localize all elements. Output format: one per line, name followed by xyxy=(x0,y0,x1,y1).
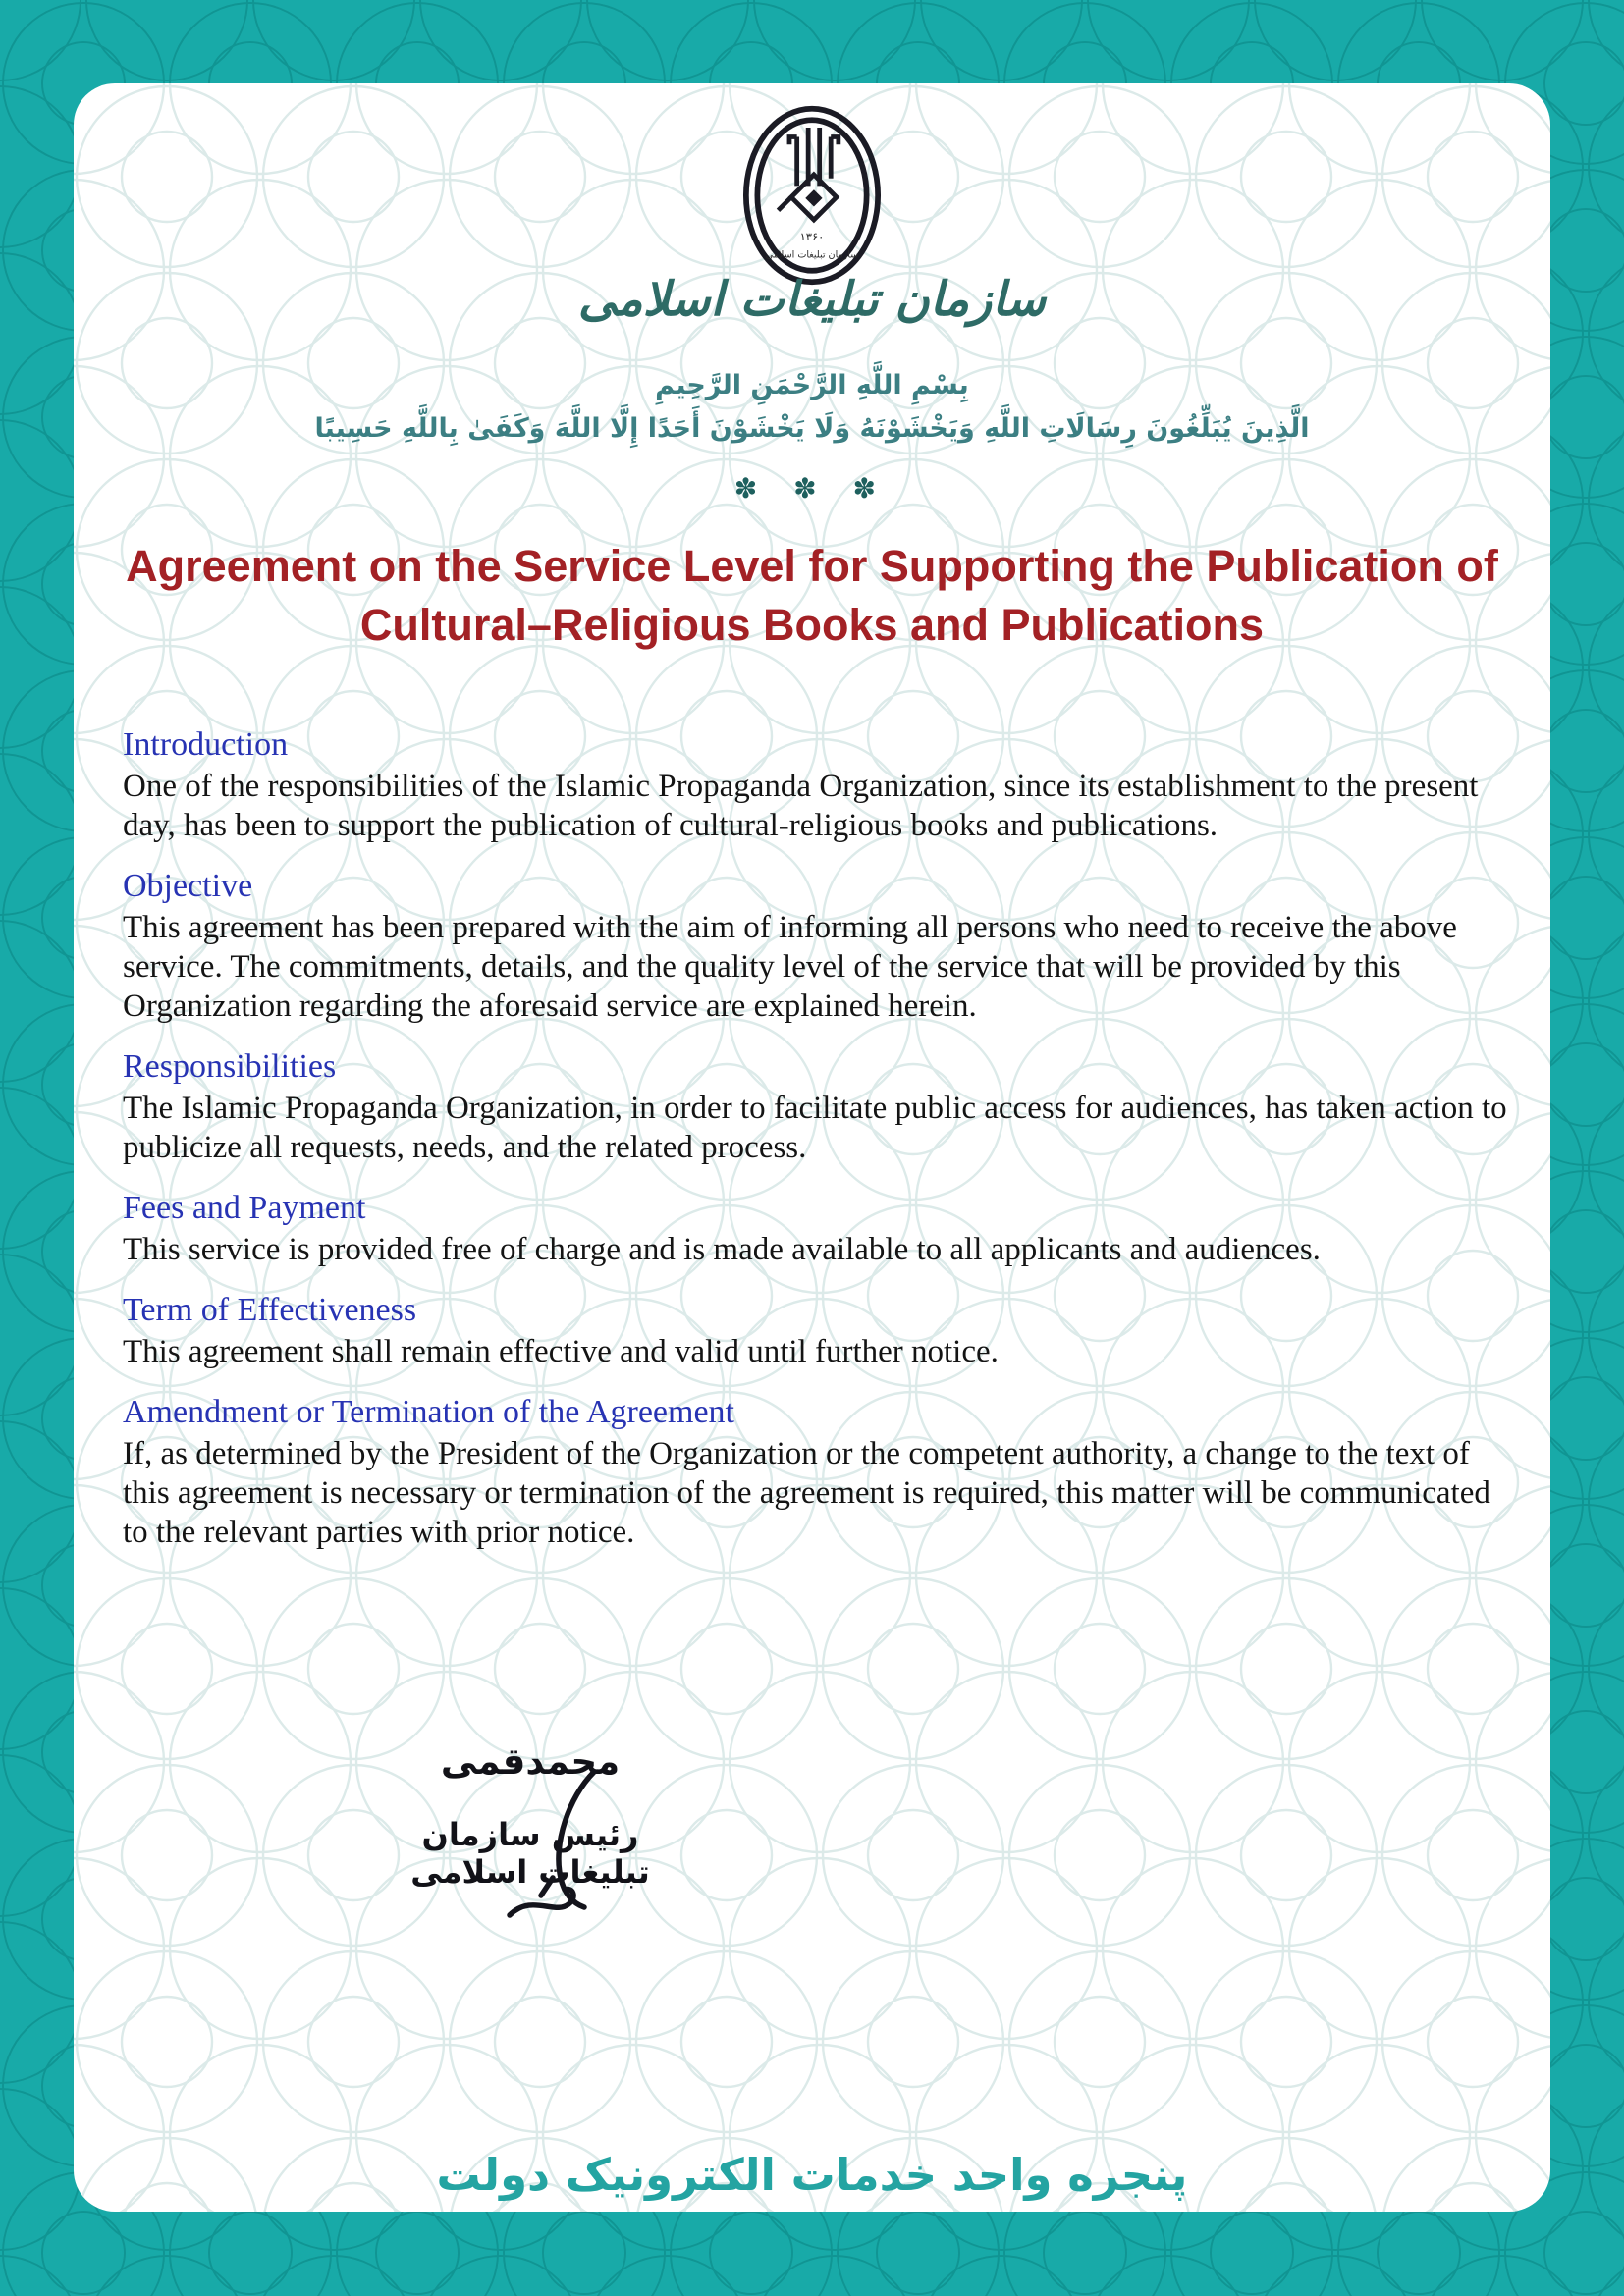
signatory-title: رئیس سازمان تبلیغات اسلامی xyxy=(410,1816,650,1891)
section-body: If, as determined by the President of the Organization or the competent authority, a change to the text of this agreement is necessary or termination of the agreement is required, this matter will be communicated to the relevant parties with prior notice. xyxy=(123,1436,1490,1550)
sections xyxy=(123,725,1509,1574)
agreement-section xyxy=(123,1189,1509,1269)
section-body: This agreement shall remain effective and valid until further notice. xyxy=(123,1334,999,1369)
section-body: The Islamic Propaganda Organization, in order to facilitate public access for audiences, has taken action to publicize all requests, needs, and the related process. xyxy=(123,1091,1507,1165)
agreement-section xyxy=(123,725,1509,845)
emblem-year: ۱۳۶۰ xyxy=(799,230,825,244)
page-title: Agreement on the Service Level for Supporting the Publication of Cultural–Religious Books and Publications xyxy=(126,541,1498,650)
handwritten-signature-icon xyxy=(504,1768,622,1925)
emblem-diamond-dot xyxy=(805,189,822,206)
section-body: This service is provided free of charge and is made available to all applicants and audiences. xyxy=(123,1232,1321,1267)
agreement-section xyxy=(123,1393,1509,1552)
organization-calligraphy: سازمان تبلیغات اسلامی xyxy=(577,272,1047,327)
footer-service-window-text: پنجره واحد خدمات الکترونیک دولت xyxy=(436,2149,1188,2201)
organization-emblem-icon xyxy=(737,103,887,288)
quran-verse-text: الَّذِينَ يُبَلِّغُونَ رِسَالَاتِ اللَّهِ وَيَخْشَوْنَهُ وَلَا يَخْشَوْنَ أَحَدًا إِلَّا اللَّهَ وَكَفَىٰ بِاللَّهِ حَسِيبًا xyxy=(314,413,1310,444)
agreement-section xyxy=(123,1291,1509,1371)
allah-calligraphy-icon xyxy=(778,128,838,220)
emblem-org-name: سازمان تبلیغات اسلامی xyxy=(765,249,859,261)
agreement-section xyxy=(123,1047,1509,1167)
section-body: One of the responsibilities of the Islamic Propaganda Organization, since its establishment to the present day, has been to support the publication of cultural-religious books and publications. xyxy=(123,769,1479,843)
document-card xyxy=(74,83,1550,2212)
bismillah-text: بِسْمِ اللَّهِ الرَّحْمَنِ الرَّحِيمِ xyxy=(655,370,969,400)
section-heading: Introduction xyxy=(123,726,289,763)
section-heading: Responsibilities xyxy=(123,1048,337,1085)
section-body: This agreement has been prepared with the aim of informing all persons who need to receive the above service. The commitments, details, and the quality level of the service that will be provided by this Organization regarding the aforesaid service are explained herein. xyxy=(123,910,1457,1024)
section-heading: Fees and Payment xyxy=(123,1190,366,1226)
section-heading: Objective xyxy=(123,868,253,904)
signatory-name: محمدقمی xyxy=(440,1740,621,1783)
flower-asterisk-ornament: ✽ ✽ ✽ xyxy=(733,472,891,505)
section-heading: Term of Effectiveness xyxy=(123,1292,417,1328)
agreement-section xyxy=(123,867,1509,1026)
signature-block xyxy=(368,1740,692,1891)
section-heading: Amendment or Termination of the Agreement xyxy=(123,1394,734,1430)
document-content xyxy=(74,83,1550,2212)
